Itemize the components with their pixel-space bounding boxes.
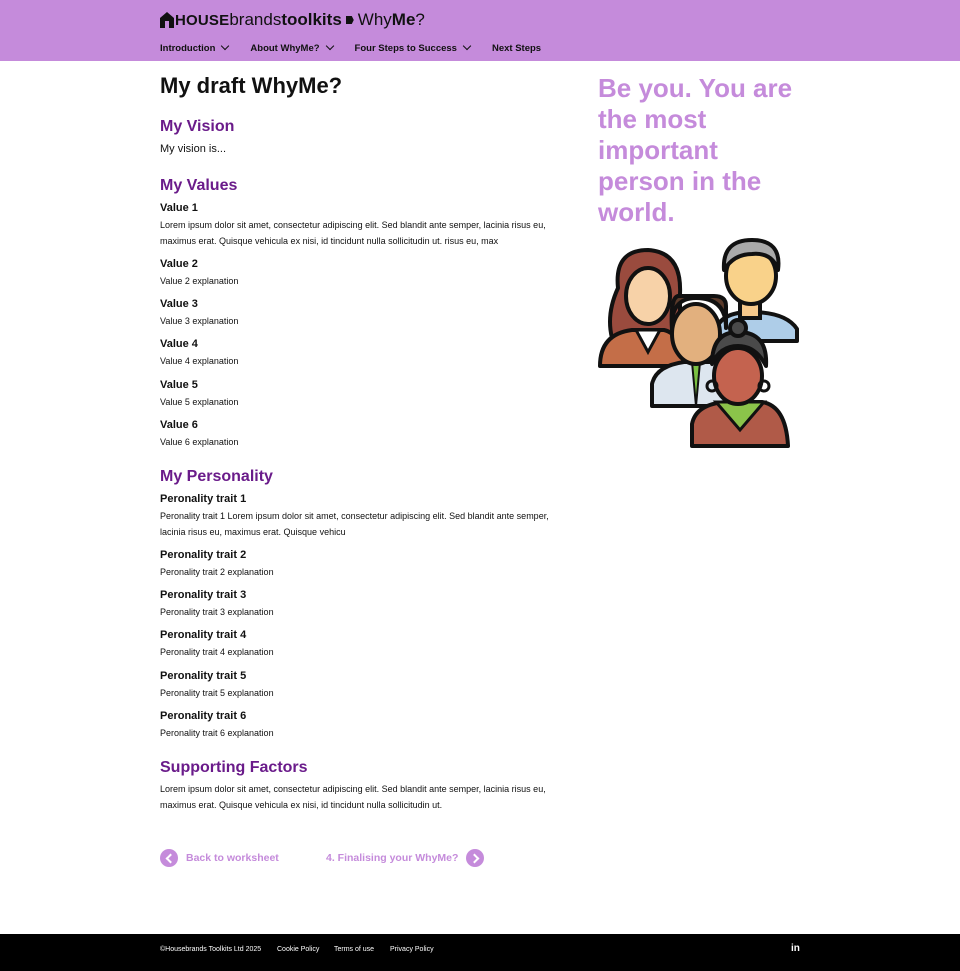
arrow-right-circle-icon — [466, 849, 484, 867]
footer-link-privacy-policy[interactable]: Privacy Policy — [390, 946, 434, 953]
nav-item-introduction[interactable] — [160, 43, 228, 54]
chevron-down-icon — [325, 42, 333, 50]
housebrands-toolkits-logo[interactable] — [160, 9, 425, 31]
trait-5-title: Peronality trait 5 — [160, 670, 247, 682]
logo-arrow-icon — [346, 16, 354, 24]
logo-brands-text: brands — [229, 10, 282, 29]
main-nav — [160, 40, 541, 56]
back-to-worksheet-link[interactable] — [160, 849, 279, 867]
trait-3-text: Peronality trait 3 explanation — [160, 607, 274, 617]
back-link-label: Back to worksheet — [186, 852, 279, 864]
value-6-text: Value 6 explanation — [160, 437, 239, 447]
value-3-title: Value 3 — [160, 298, 198, 310]
house-logo-icon — [160, 12, 174, 28]
sidebar-quote: Be you. You are the most important person in the world. — [598, 73, 793, 227]
trait-4-text: Peronality trait 4 explanation — [160, 647, 274, 657]
trait-1-text: Peronality trait 1 Lorem ipsum dolor sit amet, consectetur adipiscing elit. Sed blandit ante semper, lacinia risus eu, maximus erat. Quisque vehicu — [160, 511, 549, 537]
nav-item-four-steps[interactable] — [355, 43, 470, 54]
nav-item-about-whyme[interactable] — [250, 43, 332, 54]
value-6-title: Value 6 — [160, 419, 198, 431]
page-title: My draft WhyMe? — [160, 73, 343, 98]
chevron-down-icon — [463, 42, 471, 50]
vision-text: My vision is... — [160, 143, 227, 155]
trait-5-text: Peronality trait 5 explanation — [160, 688, 274, 698]
value-4-text: Value 4 explanation — [160, 356, 239, 366]
chevron-down-icon — [221, 42, 229, 50]
value-5-title: Value 5 — [160, 379, 198, 391]
footer-link-cookie-policy[interactable]: Cookie Policy — [277, 946, 320, 953]
trait-2-text: Peronality trait 2 explanation — [160, 567, 274, 577]
nav-item-next-steps[interactable] — [492, 43, 541, 54]
next-step-link[interactable] — [326, 849, 484, 867]
trait-4-title: Peronality trait 4 — [160, 629, 247, 641]
value-2-title: Value 2 — [160, 258, 198, 270]
value-2-text: Value 2 explanation — [160, 276, 239, 286]
vision-heading: My Vision — [160, 118, 235, 135]
group-of-people-icon — [596, 234, 802, 450]
supporting-factors-heading: Supporting Factors — [160, 759, 308, 776]
trait-6-text: Peronality trait 6 explanation — [160, 728, 274, 738]
footer-link-terms-of-use[interactable]: Terms of use — [334, 946, 375, 953]
supporting-factors-text: Lorem ipsum dolor sit amet, consectetur adipiscing elit. Sed blandit ante semper, lacinia risus eu, maximus erat. Quisque vehicula ex nisi, id tincidunt nulla sollicitudin ut. — [160, 784, 546, 810]
logo-house-text: HOUSE — [175, 11, 230, 29]
trait-1-title: Peronality trait 1 — [160, 493, 247, 505]
value-5-text: Value 5 explanation — [160, 397, 239, 407]
value-1-title: Value 1 — [160, 202, 198, 214]
logo-me-text: Me — [391, 10, 416, 29]
trait-2-title: Peronality trait 2 — [160, 549, 247, 561]
values-heading: My Values — [160, 177, 238, 194]
value-1-text: Lorem ipsum dolor sit amet, consectetur adipiscing elit. Sed blandit ante semper, lacinia risus eu, maximus erat. Quisque vehicula ex nisi, id tincidunt nulla sollicitudin ut. risus eu, max — [160, 220, 546, 246]
nav-item-label: Next Steps — [491, 42, 542, 54]
site-footer — [0, 934, 960, 971]
nav-item-label: Introduction — [160, 42, 216, 54]
nav-item-label: About WhyMe? — [250, 42, 320, 54]
logo-toolkits-text: toolkits — [281, 10, 342, 29]
site-header — [0, 0, 960, 61]
value-3-text: Value 3 explanation — [160, 316, 239, 326]
footer-copyright: ©Housebrands Toolkits Ltd 2025 — [160, 946, 262, 953]
arrow-left-circle-icon — [160, 849, 178, 867]
personality-heading: My Personality — [160, 468, 273, 485]
trait-3-title: Peronality trait 3 — [160, 589, 247, 601]
trait-6-title: Peronality trait 6 — [160, 710, 247, 722]
next-link-label: 4. Finalising your WhyMe? — [326, 852, 459, 864]
nav-item-label: Four Steps to Success — [354, 42, 457, 54]
logo-question-text: ? — [415, 10, 425, 29]
value-4-title: Value 4 — [160, 338, 198, 350]
linkedin-icon[interactable]: in — [791, 943, 800, 954]
logo-why-text: Why — [357, 10, 392, 29]
